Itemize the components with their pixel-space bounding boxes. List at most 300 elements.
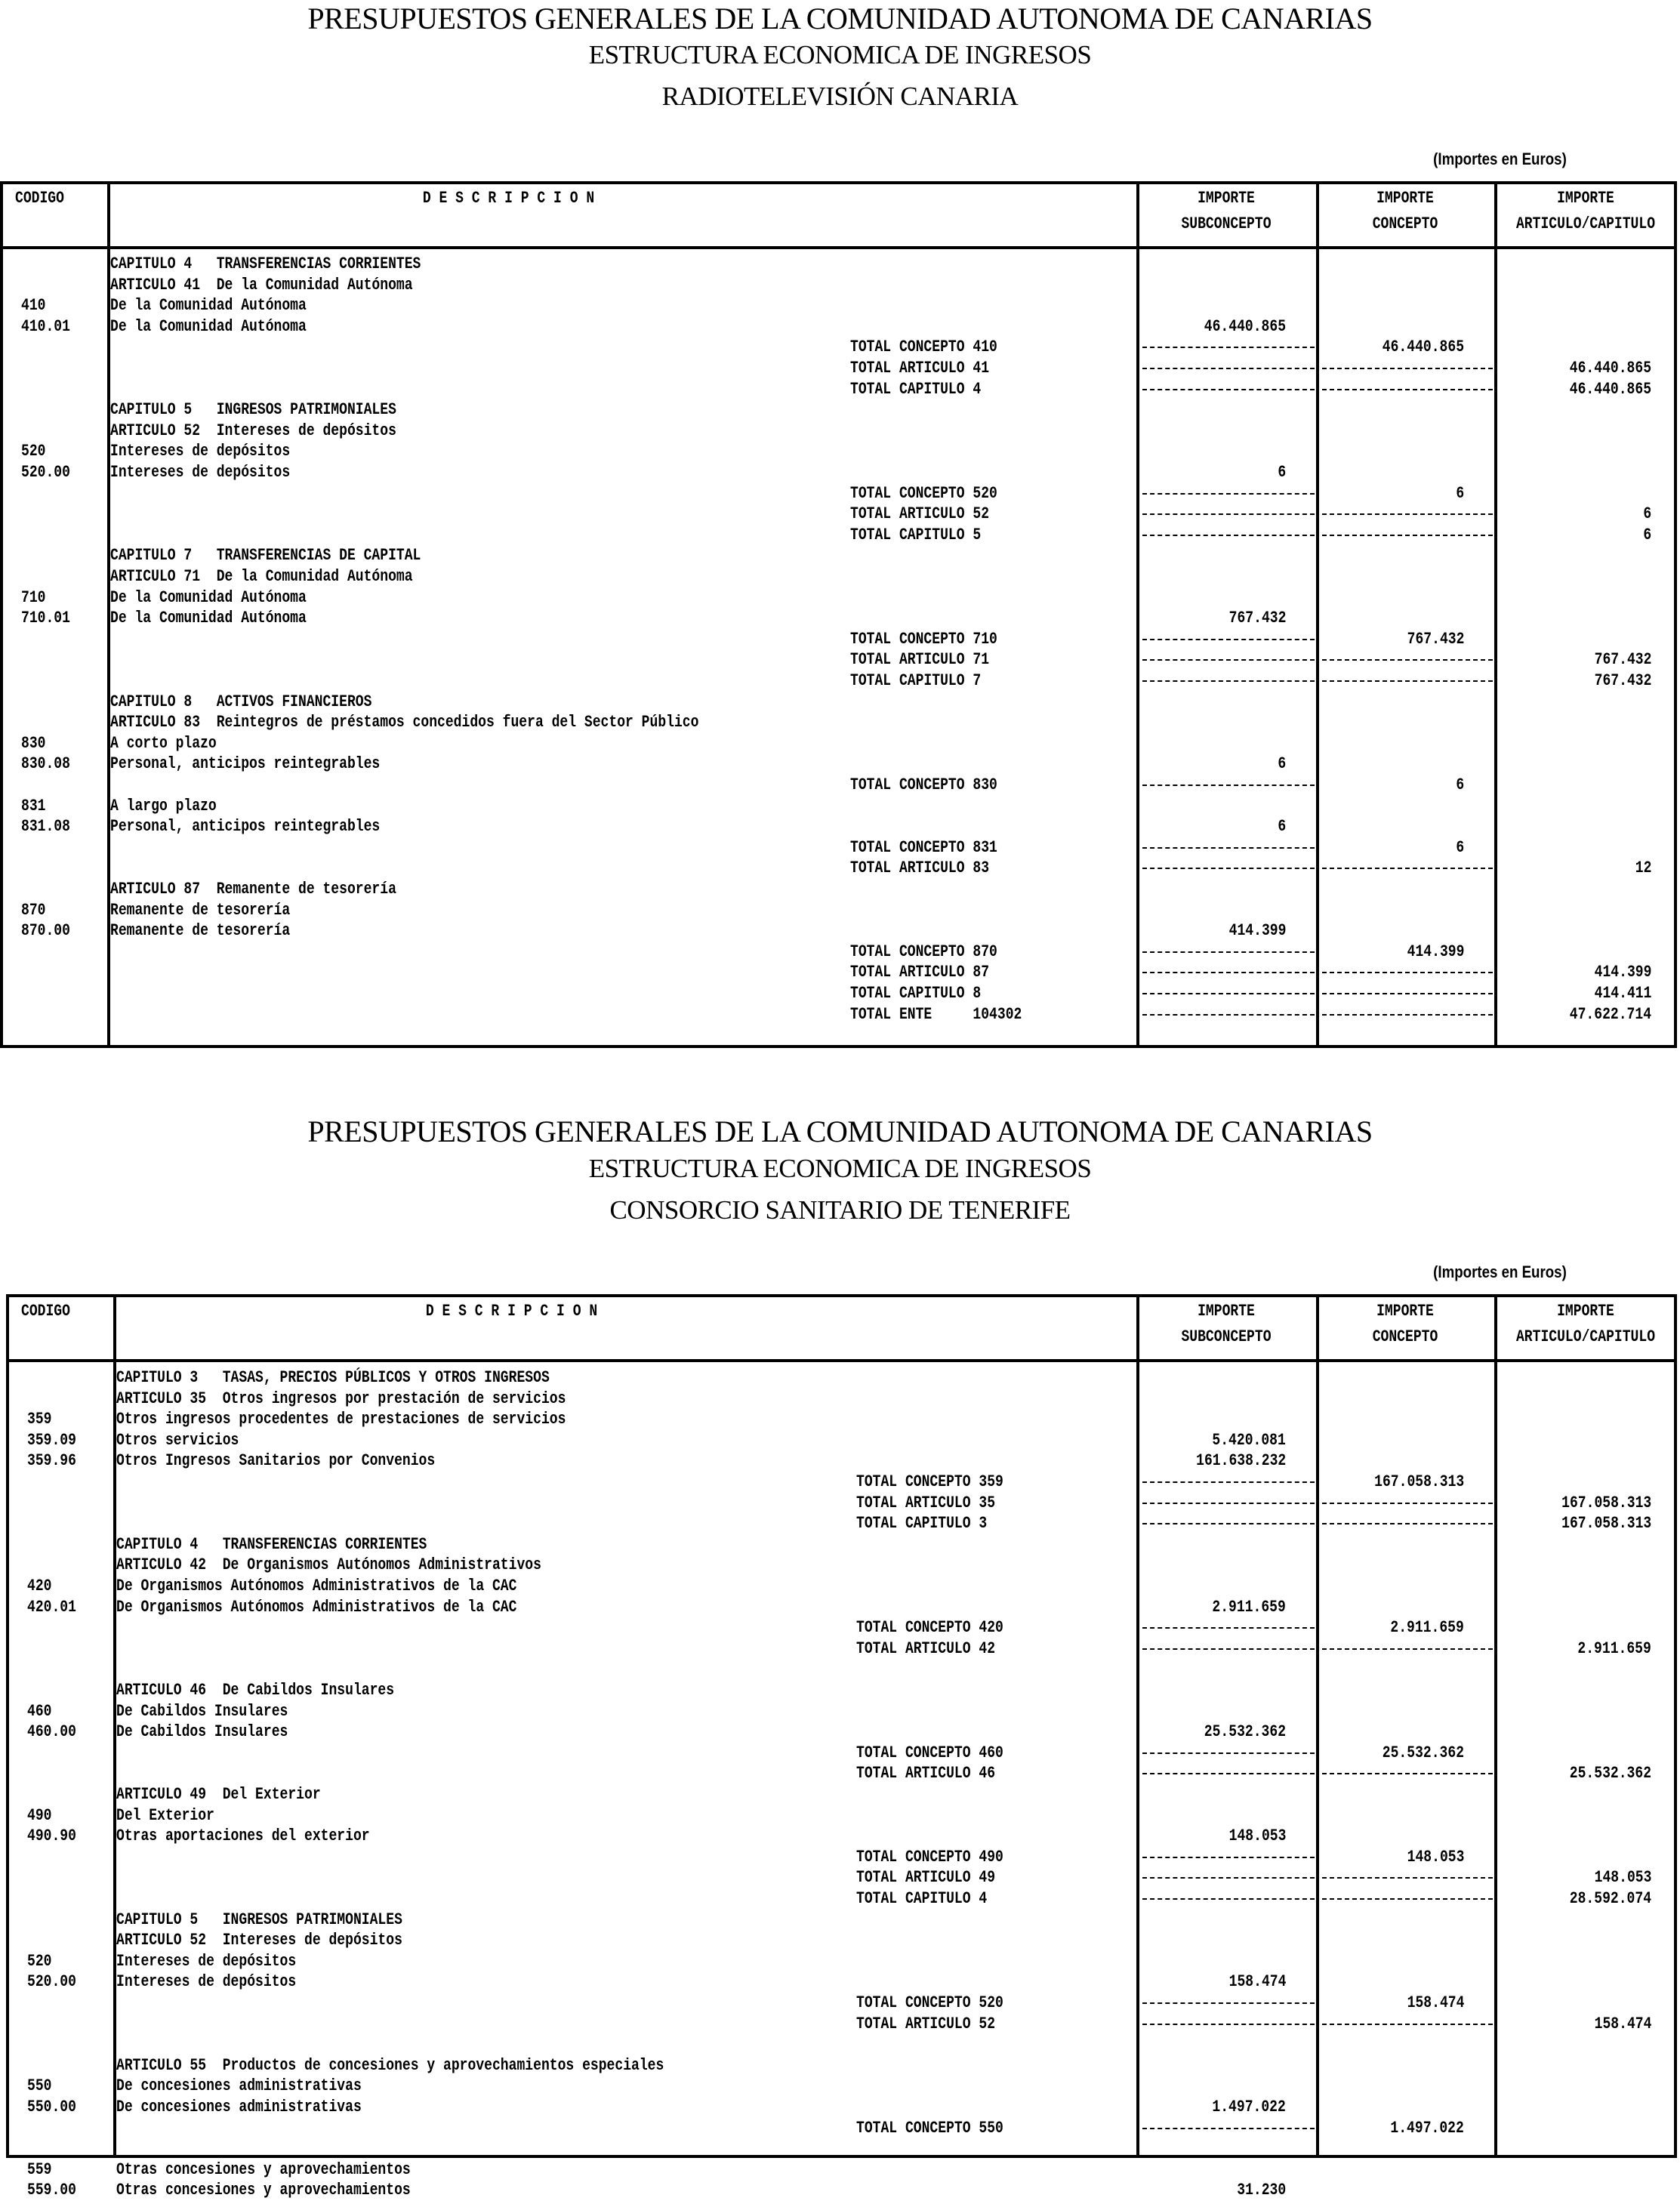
row-description: De Organismos Autónomos Administrativos de la CAC — [116, 1577, 517, 1595]
total-label: TOTAL CAPITULO 4 — [850, 379, 982, 399]
importe-articulo-capitulo: 47.622.714 — [1569, 1004, 1651, 1024]
dashed-rule — [1322, 659, 1493, 661]
table-row — [9, 1430, 1674, 1451]
total-row — [9, 1638, 1674, 1660]
row-description: ARTICULO 87 Remanente de tesorería — [110, 880, 396, 899]
currency-note: (Importes en Euros) — [1433, 1262, 1567, 1281]
entity-name: RADIOTELEVISIÓN CANARIA — [661, 82, 1019, 111]
row-code: 520 — [27, 1951, 52, 1971]
importe-concepto: 158.474 — [1407, 1993, 1464, 2012]
dashed-rule — [1142, 868, 1315, 869]
total-row — [3, 1004, 1674, 1025]
dashed-rule — [1322, 1503, 1493, 1504]
dashed-rule — [1322, 389, 1493, 390]
table-row — [9, 1971, 1674, 1993]
total-label: TOTAL CONCEPTO 420 — [856, 1618, 1003, 1638]
row-description: A largo plazo — [110, 796, 217, 815]
total-row — [9, 1847, 1674, 1868]
row-description: De la Comunidad Autónoma — [110, 316, 307, 336]
row-description: De Organismos Autónomos Administrativos de la CAC — [116, 1597, 517, 1617]
row-description: Intereses de depósitos — [116, 1951, 297, 1971]
dashed-rule — [1322, 1898, 1493, 1900]
table-row — [9, 1367, 1674, 1389]
importe-subconcepto: 158.474 — [1228, 1972, 1286, 1992]
importe-articulo-capitulo: 46.440.865 — [1569, 379, 1651, 399]
importe-subconcepto: 6 — [1278, 817, 1286, 837]
budget-table — [0, 181, 1677, 1048]
total-row — [3, 483, 1674, 504]
total-row — [3, 942, 1674, 963]
dashed-rule — [1322, 1877, 1493, 1879]
row-code: 420 — [27, 1577, 52, 1595]
table-row — [3, 879, 1674, 900]
row-description: De la Comunidad Autónoma — [110, 609, 307, 628]
importe-subconcepto: 5.420.081 — [1212, 1430, 1286, 1450]
total-row — [3, 775, 1674, 796]
dashed-rule — [1322, 1014, 1493, 1016]
dashed-rule — [1142, 993, 1315, 994]
importe-articulo-capitulo: 167.058.313 — [1561, 1493, 1651, 1512]
dashed-rule — [1322, 513, 1493, 515]
table-row — [9, 2055, 1674, 2076]
dashed-rule — [1322, 1648, 1493, 1650]
header-importe-articulo-capitulo-line: IMPORTE — [1557, 189, 1614, 208]
row-code: 460 — [27, 1701, 52, 1721]
row-code: 870.00 — [21, 921, 70, 941]
importe-concepto: 6 — [1456, 775, 1464, 794]
table-row — [3, 608, 1674, 629]
dashed-rule — [1142, 513, 1315, 515]
table-row — [3, 733, 1674, 754]
table-row — [3, 587, 1674, 609]
row-code: 490 — [27, 1805, 52, 1825]
importe-articulo-capitulo: 25.532.362 — [1569, 1764, 1651, 1783]
table-row — [3, 421, 1674, 442]
importe-articulo-capitulo: 2.911.659 — [1577, 1638, 1651, 1658]
dashed-rule — [1142, 1503, 1315, 1504]
dashed-rule — [1322, 1523, 1493, 1524]
total-label: TOTAL ARTICULO 41 — [850, 359, 990, 378]
dashed-rule — [1322, 972, 1493, 973]
row-description: ARTICULO 46 De Cabildos Insulares — [116, 1681, 395, 1700]
importe-articulo-capitulo: 28.592.074 — [1569, 1889, 1651, 1908]
row-code: 420.01 — [27, 1597, 76, 1617]
total-row — [9, 1472, 1674, 1493]
row-code: 710.01 — [21, 609, 70, 628]
header-importe-subconcepto-line: IMPORTE — [1198, 1302, 1255, 1321]
dashed-rule — [1322, 2024, 1493, 2025]
row-code: 830 — [21, 733, 46, 753]
header-importe-articulo-capitulo-line: ARTICULO/CAPITULO — [1515, 1327, 1656, 1346]
header-descripcion-line: D E S C R I P C I O N — [425, 1302, 598, 1321]
row-description: De Cabildos Insulares — [116, 1722, 288, 1742]
total-row — [3, 379, 1674, 400]
header-importe-concepto-line: IMPORTE — [1376, 1302, 1434, 1321]
total-label: TOTAL CONCEPTO 710 — [850, 629, 997, 649]
table-row — [9, 1805, 1674, 1826]
total-label: TOTAL CONCEPTO 870 — [850, 942, 997, 961]
dashed-rule — [1142, 1877, 1315, 1879]
total-label: TOTAL CAPITULO 5 — [850, 525, 982, 544]
table-row — [9, 1597, 1674, 1618]
total-row — [9, 2014, 1674, 2035]
total-row — [3, 649, 1674, 670]
row-description: Otros Ingresos Sanitarios por Convenios — [116, 1451, 436, 1471]
row-description: Del Exterior — [116, 1805, 214, 1825]
dashed-rule — [1142, 785, 1315, 786]
header-divider — [9, 1359, 1674, 1362]
importe-articulo-capitulo: 414.411 — [1594, 984, 1651, 1003]
table-row — [3, 816, 1674, 837]
importe-subconcepto: 1.497.022 — [1212, 2098, 1286, 2116]
header-descripcion — [180, 186, 838, 211]
row-code: 359.96 — [27, 1451, 76, 1471]
row-description: Remanente de tesorería — [110, 900, 291, 920]
importe-concepto: 6 — [1456, 837, 1464, 857]
table-row — [9, 1555, 1674, 1576]
importe-articulo-capitulo: 767.432 — [1594, 650, 1651, 670]
budget-table — [6, 1294, 1677, 2200]
total-label: TOTAL CONCEPTO 831 — [850, 837, 997, 857]
importe-subconcepto: 6 — [1278, 754, 1286, 774]
table-row — [3, 712, 1674, 733]
row-description: Remanente de tesorería — [110, 921, 291, 941]
row-description: Intereses de depósitos — [110, 442, 291, 461]
row-description: CAPITULO 8 ACTIVOS FINANCIEROS — [110, 692, 372, 711]
dashed-rule — [1142, 347, 1315, 348]
dashed-rule — [1142, 1773, 1315, 1774]
header-importe-subconcepto — [1152, 1299, 1299, 1350]
table-row — [9, 2076, 1674, 2097]
importe-articulo-capitulo: 148.053 — [1594, 1868, 1651, 1888]
row-code: 490.90 — [27, 1826, 76, 1846]
document-title: PRESUPUESTOS GENERALES DE LA COMUNIDAD AUTONOMA DE CANARIAS — [307, 2, 1373, 35]
importe-concepto: 167.058.313 — [1373, 1472, 1464, 1491]
row-description: De la Comunidad Autónoma — [110, 587, 307, 607]
row-description: Otras concesiones y aprovechamientos — [116, 2181, 411, 2200]
total-label: TOTAL CONCEPTO 359 — [856, 1472, 1003, 1491]
total-label: TOTAL ARTICULO 42 — [856, 1638, 996, 1658]
row-description: CAPITULO 7 TRANSFERENCIAS DE CAPITAL — [110, 546, 421, 566]
total-label: TOTAL CAPITULO 4 — [856, 1889, 988, 1908]
row-description: ARTICULO 41 De la Comunidad Autónoma — [110, 275, 413, 294]
total-label: TOTAL CAPITULO 8 — [850, 984, 982, 1003]
table-row — [3, 275, 1674, 296]
dashed-rule — [1142, 1481, 1315, 1483]
table-row — [3, 295, 1674, 316]
total-label: TOTAL ENTE 104302 — [850, 1004, 1022, 1024]
total-label: TOTAL ARTICULO 35 — [856, 1493, 996, 1512]
row-description: ARTICULO 52 Intereses de depósitos — [110, 421, 396, 440]
table-row — [9, 1576, 1674, 1597]
total-label: TOTAL CONCEPTO 490 — [856, 1847, 1003, 1867]
importe-subconcepto: 25.532.362 — [1204, 1722, 1286, 1742]
table-row — [3, 754, 1674, 775]
row-code: 870 — [21, 900, 46, 920]
row-code: 359.09 — [27, 1430, 76, 1450]
header-importe-articulo-capitulo-line: ARTICULO/CAPITULO — [1515, 214, 1656, 233]
row-description: De concesiones administrativas — [116, 2076, 362, 2096]
total-row — [9, 1867, 1674, 1888]
header-importe-concepto-line: CONCEPTO — [1372, 214, 1438, 233]
dashed-rule — [1142, 389, 1315, 390]
table-row — [9, 1701, 1674, 1722]
dashed-rule — [1142, 1014, 1315, 1016]
importe-articulo-capitulo: 414.399 — [1594, 963, 1651, 982]
table-row — [9, 2138, 1674, 2159]
total-row — [9, 1763, 1674, 1784]
table-row — [3, 566, 1674, 587]
row-description: Intereses de depósitos — [116, 1972, 297, 1992]
dashed-rule — [1322, 680, 1493, 682]
row-code: 520 — [21, 442, 46, 461]
total-row — [3, 525, 1674, 546]
header-importe-subconcepto — [1152, 186, 1299, 237]
header-importe-articulo-capitulo — [1511, 186, 1660, 237]
row-code: 710 — [21, 587, 46, 607]
table-row — [9, 1910, 1674, 1931]
table-row — [3, 254, 1674, 275]
row-description: ARTICULO 52 Intereses de depósitos — [116, 1931, 402, 1950]
header-importe-subconcepto-line: SUBCONCEPTO — [1181, 1327, 1272, 1346]
dashed-rule — [1142, 535, 1315, 536]
table-row — [9, 1389, 1674, 1410]
header-descripcion-line: D E S C R I P C I O N — [422, 189, 595, 208]
document-subtitle: ESTRUCTURA ECONOMICA DE INGRESOS — [588, 40, 1092, 69]
importe-articulo-capitulo: 12 — [1635, 859, 1651, 878]
row-description: Personal, anticipos reintegrables — [110, 754, 381, 774]
table-row — [3, 316, 1674, 338]
row-code: 550.00 — [27, 2098, 76, 2116]
importe-articulo-capitulo: 167.058.313 — [1561, 1514, 1651, 1534]
table-row — [9, 1534, 1674, 1555]
row-description: Intereses de depósitos — [110, 463, 291, 482]
importe-concepto: 25.532.362 — [1382, 1743, 1464, 1762]
row-code: 410.01 — [21, 316, 70, 336]
total-row — [3, 837, 1674, 859]
total-row — [9, 2118, 1674, 2139]
header-codigo-line: CODIGO — [21, 1302, 70, 1321]
dashed-rule — [1142, 680, 1315, 682]
row-code: 410 — [21, 296, 46, 316]
dashed-rule — [1142, 1898, 1315, 1900]
dashed-rule — [1142, 847, 1315, 849]
dashed-rule — [1142, 368, 1315, 369]
header-importe-concepto — [1332, 186, 1478, 237]
importe-concepto: 148.053 — [1407, 1847, 1464, 1867]
importe-concepto: 2.911.659 — [1390, 1618, 1464, 1638]
table-row — [3, 920, 1674, 942]
table-row — [3, 796, 1674, 817]
total-label: TOTAL ARTICULO 83 — [850, 859, 990, 878]
dashed-rule — [1322, 868, 1493, 869]
total-row — [9, 1493, 1674, 1514]
total-row — [3, 358, 1674, 379]
row-code: 559 — [27, 2159, 52, 2179]
document-subtitle: ESTRUCTURA ECONOMICA DE INGRESOS — [588, 1154, 1092, 1183]
total-row — [9, 1513, 1674, 1534]
importe-subconcepto: 414.399 — [1228, 921, 1286, 941]
table-row — [9, 1930, 1674, 1951]
total-row — [3, 962, 1674, 983]
total-label: TOTAL CONCEPTO 410 — [850, 338, 997, 357]
table-row — [3, 462, 1674, 483]
row-description: Otras concesiones y aprovechamientos — [116, 2159, 411, 2179]
table-row — [9, 1951, 1674, 1972]
table-row — [9, 2034, 1674, 2055]
currency-note: (Importes en Euros) — [1433, 150, 1567, 168]
header-importe-concepto-line: CONCEPTO — [1372, 1327, 1438, 1346]
dashed-rule — [1142, 1857, 1315, 1858]
table-row — [9, 2159, 1674, 2181]
importe-subconcepto: 767.432 — [1228, 609, 1286, 628]
row-description: Otros ingresos procedentes de prestaciones de servicios — [116, 1410, 566, 1429]
header-importe-concepto-line: IMPORTE — [1376, 189, 1434, 208]
row-code: 831.08 — [21, 817, 70, 837]
total-label: TOTAL ARTICULO 52 — [850, 504, 990, 524]
total-label: TOTAL ARTICULO 52 — [856, 2014, 996, 2033]
row-code: 359 — [27, 1410, 52, 1429]
total-label: TOTAL ARTICULO 46 — [856, 1764, 996, 1783]
total-label: TOTAL ARTICULO 49 — [856, 1868, 996, 1888]
dashed-rule — [1142, 493, 1315, 495]
total-row — [9, 1617, 1674, 1638]
header-importe-concepto — [1332, 1299, 1478, 1350]
total-label: TOTAL CAPITULO 7 — [850, 671, 982, 690]
document-title: PRESUPUESTOS GENERALES DE LA COMUNIDAD AUTONOMA DE CANARIAS — [307, 1114, 1373, 1148]
total-row — [3, 858, 1674, 879]
importe-articulo-capitulo: 6 — [1643, 504, 1651, 524]
importe-concepto: 6 — [1456, 483, 1464, 503]
table-row — [3, 900, 1674, 921]
importe-subconcepto: 148.053 — [1228, 1826, 1286, 1846]
table-row — [3, 545, 1674, 566]
row-description: CAPITULO 5 INGRESOS PATRIMONIALES — [110, 400, 396, 420]
row-description: ARTICULO 35 Otros ingresos por prestación de servicios — [116, 1389, 566, 1408]
dashed-rule — [1142, 639, 1315, 640]
total-label: TOTAL CONCEPTO 830 — [850, 775, 997, 794]
row-code: 520.00 — [21, 463, 70, 482]
total-label: TOTAL CONCEPTO 520 — [850, 483, 997, 503]
row-description: CAPITULO 4 TRANSFERENCIAS CORRIENTES — [110, 254, 421, 273]
row-code: 830.08 — [21, 754, 70, 774]
row-description: De concesiones administrativas — [116, 2098, 362, 2116]
table-row — [9, 1680, 1674, 1701]
importe-subconcepto: 2.911.659 — [1212, 1597, 1286, 1617]
importe-concepto: 767.432 — [1407, 629, 1464, 649]
dashed-rule — [1322, 535, 1493, 536]
header-importe-articulo-capitulo-line: IMPORTE — [1557, 1302, 1614, 1321]
dashed-rule — [1142, 951, 1315, 953]
row-description: ARTICULO 71 De la Comunidad Autónoma — [110, 567, 413, 586]
row-description: Otros servicios — [116, 1430, 239, 1450]
row-code: 520.00 — [27, 1972, 76, 1992]
importe-articulo-capitulo: 767.432 — [1594, 671, 1651, 690]
row-description: Otras aportaciones del exterior — [116, 1826, 370, 1846]
dashed-rule — [1322, 1773, 1493, 1774]
row-code: 550 — [27, 2076, 52, 2096]
dashed-rule — [1142, 2128, 1315, 2129]
row-description: Personal, anticipos reintegrables — [110, 817, 381, 837]
total-row — [3, 983, 1674, 1004]
total-label: TOTAL ARTICULO 87 — [850, 963, 990, 982]
row-description: De Cabildos Insulares — [116, 1701, 288, 1721]
importe-subconcepto: 161.638.232 — [1195, 1451, 1286, 1471]
dashed-rule — [1142, 2024, 1315, 2025]
header-descripcion — [185, 1299, 838, 1324]
total-label: TOTAL CONCEPTO 520 — [856, 1993, 1003, 2012]
total-row — [3, 337, 1674, 358]
table-row — [3, 692, 1674, 713]
table-row — [9, 1826, 1674, 1847]
importe-concepto: 46.440.865 — [1382, 338, 1464, 357]
total-row — [9, 1743, 1674, 1764]
dashed-rule — [1142, 1627, 1315, 1629]
total-row — [9, 1993, 1674, 2014]
importe-articulo-capitulo: 158.474 — [1594, 2014, 1651, 2033]
row-description: CAPITULO 3 TASAS, PRECIOS PÚBLICOS Y OTROS INGRESOS — [116, 1368, 550, 1387]
dashed-rule — [1142, 972, 1315, 973]
table-row — [3, 441, 1674, 462]
dashed-rule — [1142, 1648, 1315, 1650]
row-description: CAPITULO 5 INGRESOS PATRIMONIALES — [116, 1910, 402, 1929]
table-row — [9, 2180, 1674, 2201]
dashed-rule — [1142, 659, 1315, 661]
header-codigo-line: CODIGO — [15, 189, 64, 208]
dashed-rule — [1142, 1752, 1315, 1754]
importe-concepto: 414.399 — [1407, 942, 1464, 961]
dashed-rule — [1322, 368, 1493, 369]
importe-subconcepto: 6 — [1278, 463, 1286, 482]
table-row — [9, 2097, 1674, 2118]
total-label: TOTAL CONCEPTO 460 — [856, 1743, 1003, 1762]
table-row — [9, 1659, 1674, 1680]
table-row — [9, 1784, 1674, 1805]
row-description: ARTICULO 55 Productos de concesiones y aprovechamientos especiales — [116, 2055, 664, 2075]
dashed-rule — [1322, 993, 1493, 994]
header-importe-subconcepto-line: IMPORTE — [1198, 189, 1255, 208]
row-description: ARTICULO 42 De Organismos Autónomos Administrativos — [116, 1555, 541, 1575]
importe-subconcepto: 46.440.865 — [1204, 316, 1286, 336]
total-row — [9, 1888, 1674, 1910]
dashed-rule — [1142, 1523, 1315, 1524]
header-importe-subconcepto-line: SUBCONCEPTO — [1181, 214, 1272, 233]
dashed-rule — [1142, 2002, 1315, 2004]
total-row — [3, 670, 1674, 692]
total-row — [3, 504, 1674, 525]
header-codigo — [15, 186, 100, 211]
entity-name: CONSORCIO SANITARIO DE TENERIFE — [609, 1195, 1071, 1225]
total-label: TOTAL CONCEPTO 550 — [856, 2118, 1003, 2138]
total-label: TOTAL CAPITULO 3 — [856, 1514, 988, 1534]
row-code: 831 — [21, 796, 46, 815]
row-description: De la Comunidad Autónoma — [110, 296, 307, 316]
row-description: ARTICULO 83 Reintegros de préstamos concedidos fuera del Sector Público — [110, 713, 699, 732]
table-row — [9, 1722, 1674, 1743]
header-divider — [3, 246, 1674, 249]
table-row — [9, 1450, 1674, 1472]
row-description: CAPITULO 4 TRANSFERENCIAS CORRIENTES — [116, 1534, 427, 1554]
importe-articulo-capitulo: 6 — [1643, 525, 1651, 544]
row-code: 559.00 — [27, 2181, 76, 2200]
row-description: ARTICULO 49 Del Exterior — [116, 1785, 321, 1804]
importe-subconcepto: 31.230 — [1237, 2181, 1286, 2200]
importe-articulo-capitulo: 46.440.865 — [1569, 359, 1651, 378]
total-label: TOTAL ARTICULO 71 — [850, 650, 990, 670]
header-importe-articulo-capitulo — [1511, 1299, 1660, 1350]
table-row — [3, 399, 1674, 421]
row-description: A corto plazo — [110, 733, 217, 753]
